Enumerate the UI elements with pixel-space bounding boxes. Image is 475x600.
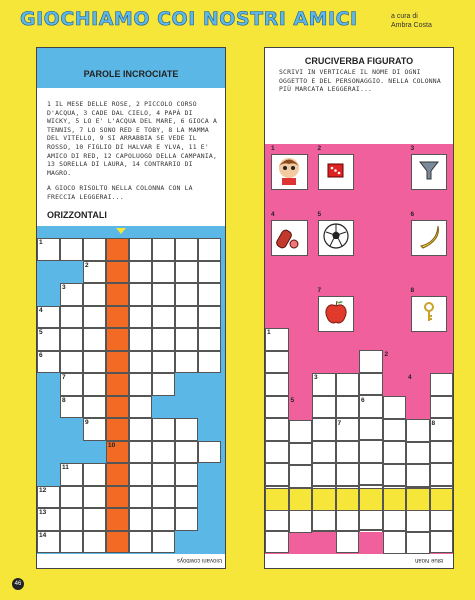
picture-box (271, 154, 308, 190)
crossword-cell[interactable] (359, 463, 383, 486)
crossword-cell[interactable] (175, 283, 198, 306)
picture-number: 6 (410, 211, 415, 218)
picture-number: 4 (271, 211, 275, 218)
crossword-cell[interactable] (336, 441, 360, 464)
picture-crossword-panel (264, 47, 454, 569)
clue-number: 13 (39, 509, 47, 516)
picture-number: 7 (317, 287, 322, 294)
crossword-cell[interactable] (383, 509, 407, 532)
orizzontali-heading: ORIZZONTALI (47, 210, 107, 220)
crossword-cell[interactable] (106, 418, 129, 441)
crossword-cell[interactable] (198, 351, 221, 374)
crossword-cell[interactable] (152, 441, 175, 464)
crossword-cell[interactable] (152, 373, 175, 396)
crossword-cell[interactable] (198, 283, 221, 306)
crossword-cell[interactable] (175, 463, 198, 486)
funnel-icon (417, 158, 441, 187)
grid-number: 8 (431, 420, 436, 427)
crossword-cell[interactable] (175, 486, 198, 509)
crossword-cell[interactable] (406, 419, 430, 442)
hint-text: A GIOCO RISOLTO NELLA COLONNA CON LA FRECCIA LEGGERAI... (47, 184, 193, 201)
crossword-cell[interactable] (152, 261, 175, 284)
picture-box (271, 220, 308, 256)
crossword-cell[interactable] (175, 238, 198, 261)
clue-number: 5 (39, 329, 43, 336)
crossword-cell[interactable] (175, 508, 198, 531)
crossword-cell[interactable] (129, 261, 152, 284)
crossword-cell[interactable] (129, 441, 152, 464)
highlight-cell[interactable] (383, 488, 407, 511)
crossword-cell[interactable] (129, 306, 152, 329)
clue-number: 11 (62, 464, 69, 471)
picture-box (411, 220, 448, 256)
grid-top-band (37, 226, 225, 238)
crossword-cell[interactable] (106, 328, 129, 351)
crossword-cell[interactable] (106, 508, 129, 531)
clue-number: 1 (39, 239, 43, 246)
crossword-cell[interactable] (359, 418, 383, 441)
die-icon (325, 159, 347, 186)
picture-number: 3 (410, 145, 415, 152)
crossword-cell[interactable] (359, 508, 383, 531)
byline-label: a cura di (391, 13, 418, 20)
byline (391, 12, 432, 30)
crossword-cell[interactable] (198, 306, 221, 329)
crossword-cell[interactable] (383, 531, 407, 554)
crossword-cell[interactable] (106, 463, 129, 486)
crossword-cell[interactable] (265, 418, 289, 441)
credit-left: Giovani cowboys (177, 557, 223, 563)
page-title: GIOCHIAMO COI NOSTRI AMICI (20, 8, 358, 30)
crossword-cell[interactable] (265, 396, 289, 419)
grid-number: 4 (408, 374, 412, 381)
crossword-cell[interactable] (406, 532, 430, 555)
clue-number: 10 (108, 441, 116, 449)
highlight-cell[interactable] (265, 488, 289, 511)
crossword-cell[interactable] (129, 418, 152, 441)
clue-number: 14 (39, 531, 47, 539)
crossword-cell[interactable] (83, 238, 106, 261)
crossword-cell[interactable] (152, 508, 175, 531)
crossword-cell[interactable] (430, 396, 454, 419)
crossword-cell[interactable] (129, 373, 152, 396)
page-number: 46 (12, 578, 24, 590)
grid-number: 2 (384, 351, 389, 358)
crossword-cell[interactable] (289, 420, 313, 443)
byline-author: Ambra Costa (391, 22, 432, 29)
crossword-cell[interactable] (383, 464, 407, 487)
crossword-cell[interactable] (359, 440, 383, 463)
crossword-cell[interactable] (60, 486, 83, 509)
crossword-cell[interactable] (60, 238, 83, 261)
picture-box (411, 296, 448, 332)
crossword-cell[interactable] (175, 306, 198, 329)
grid-number: 3 (314, 374, 318, 381)
crossword-cell[interactable] (60, 328, 83, 351)
highlight-cell[interactable] (430, 488, 454, 511)
crossword-cell[interactable] (359, 373, 383, 396)
crossword-cell[interactable] (312, 418, 336, 441)
crossword-cell[interactable] (152, 283, 175, 306)
crossword-cell[interactable] (83, 351, 106, 374)
crossword-cell[interactable] (106, 261, 129, 284)
crossword-cell[interactable] (198, 261, 221, 284)
instructions-text: SCRIVI IN VERTICALE IL NOME DI OGNI OGGETTO E DEL PERSONAGGIO. NELLA COLONNA PIÙ MARCATA LEGGERAI... (279, 68, 441, 94)
highlight-cell[interactable] (359, 488, 383, 511)
crossword-cell[interactable] (430, 373, 454, 396)
clue-number: 8 (62, 396, 66, 404)
crossword-cell[interactable] (152, 463, 175, 486)
grid-number: 6 (361, 397, 365, 404)
crossword-cell[interactable] (83, 283, 106, 306)
crossword-cell[interactable] (406, 464, 430, 487)
crossword-cell[interactable] (289, 443, 313, 466)
crossword-cell[interactable] (336, 463, 360, 486)
crossword-cell[interactable] (60, 306, 83, 329)
crossword-cell[interactable] (106, 283, 129, 306)
crossword-cell[interactable] (289, 510, 313, 533)
crossword-cell[interactable] (265, 373, 289, 396)
picture-number: 8 (410, 287, 415, 294)
crossword-cell[interactable] (198, 238, 221, 261)
crossword-cell[interactable] (175, 351, 198, 374)
highlight-cell[interactable] (336, 488, 360, 511)
crossword-cell[interactable] (383, 419, 407, 442)
crossword-cell[interactable] (129, 486, 152, 509)
picture-box (411, 154, 448, 190)
crossword-cell[interactable] (129, 508, 152, 531)
highlight-cell[interactable] (312, 488, 336, 511)
picture-box (318, 220, 355, 256)
key-icon (418, 301, 440, 328)
crossword-cell[interactable] (175, 328, 198, 351)
crossword-cell[interactable] (83, 508, 106, 531)
crossword-cell[interactable] (152, 531, 175, 554)
crossword-cell[interactable] (359, 350, 383, 373)
clue-number: 2 (85, 261, 89, 269)
crossword-cell[interactable] (175, 261, 198, 284)
crossword-cell[interactable] (106, 396, 129, 419)
crossword-cell[interactable] (289, 465, 313, 488)
crossword-cell[interactable] (198, 441, 221, 464)
crossword-cell[interactable] (336, 508, 360, 531)
crossword-cell[interactable] (129, 283, 152, 306)
crossword-cell[interactable] (312, 396, 336, 419)
crossword-cell[interactable] (106, 306, 129, 329)
crossword-cell[interactable] (265, 463, 289, 486)
crossword-cell[interactable] (83, 306, 106, 329)
crossword-cell[interactable] (129, 463, 152, 486)
picture-number: 5 (317, 211, 322, 218)
crossword-cell[interactable] (129, 396, 152, 419)
grid-gap (359, 532, 383, 554)
clue-number: 7 (62, 374, 66, 381)
crossword-cell[interactable] (430, 531, 454, 554)
apple-icon (322, 298, 350, 331)
grid-gap (312, 532, 336, 554)
crossword-cell[interactable] (129, 238, 152, 261)
crossword-cell[interactable] (265, 508, 289, 531)
crossword-cell[interactable] (106, 486, 129, 509)
crossword-cell[interactable] (106, 373, 129, 396)
crossword-cell[interactable] (406, 509, 430, 532)
picture-number: 1 (271, 145, 275, 152)
crossword-title: PAROLE INCROCIATE (83, 69, 179, 79)
arrow-down-icon (116, 228, 126, 234)
grid-number: 1 (267, 329, 271, 336)
crossword-cell[interactable] (430, 463, 454, 486)
crossword-cell[interactable] (336, 531, 360, 554)
picture-box (318, 296, 355, 332)
crossword-cell[interactable] (336, 373, 360, 396)
credit-right: Blue Noah (415, 557, 444, 563)
crossword-cell[interactable] (60, 531, 83, 554)
crossword-cell[interactable] (83, 463, 106, 486)
crossword-cell[interactable] (60, 508, 83, 531)
title-band (37, 48, 225, 88)
banana-icon (415, 222, 443, 255)
highlight-cell[interactable] (406, 488, 430, 511)
crossword-cell[interactable] (152, 238, 175, 261)
ball-icon (322, 222, 350, 255)
grid-number: 5 (290, 397, 295, 404)
crossword-cell[interactable] (152, 306, 175, 329)
crossword-cell[interactable] (336, 396, 360, 419)
salami-icon (275, 222, 303, 255)
boy-icon (274, 155, 304, 190)
clue-number: 6 (39, 351, 43, 359)
clue-number: 9 (85, 419, 89, 426)
crossword-cell[interactable] (60, 351, 83, 374)
crossword-cell[interactable] (83, 396, 106, 419)
crossword-cell[interactable] (152, 418, 175, 441)
picture-grid (265, 144, 453, 554)
crossword-cell[interactable] (430, 441, 454, 464)
highlight-cell[interactable] (289, 488, 313, 511)
crossword-cell[interactable] (83, 373, 106, 396)
crossword-cell[interactable] (312, 508, 336, 531)
clue-number: 3 (62, 284, 66, 291)
crossword-cell[interactable] (83, 328, 106, 351)
crossword-cell[interactable] (152, 328, 175, 351)
crossword-cell[interactable] (83, 531, 106, 554)
crossword-cell[interactable] (175, 441, 198, 464)
crossword-cell[interactable] (265, 441, 289, 464)
clue-number: 4 (39, 306, 43, 314)
crossword-cell[interactable] (175, 418, 198, 441)
crossword-cell[interactable] (198, 328, 221, 351)
crossword-cell[interactable] (383, 441, 407, 464)
crossword-cell[interactable] (265, 531, 289, 554)
crossword-cell[interactable] (129, 351, 152, 374)
crossword-cell[interactable] (106, 351, 129, 374)
crossword-cell[interactable] (265, 351, 289, 374)
crossword-cell[interactable] (152, 486, 175, 509)
grid-number: 7 (337, 420, 342, 427)
picture-number: 2 (317, 145, 322, 152)
crossword-grid (37, 238, 225, 554)
crossword-cell[interactable] (106, 531, 129, 554)
clue-number: 12 (39, 486, 47, 494)
picture-box (318, 154, 355, 190)
picture-crossword-title: CRUCIVERBA FIGURATO (304, 56, 414, 66)
crossword-cell[interactable] (312, 463, 336, 486)
crossword-cell[interactable] (83, 486, 106, 509)
clues-text: 1 IL MESE DELLE ROSE, 2 PICCOLO CORSO D'ACQUA, 3 CADE DAL CIELO, 4 PAPÀ DI WICKY, 5 LO E' L'ACQUA DEL MARE, 6 GIOCA A TENNIS, 7 LO SONO RED E TOBY, 8 LA MAMMA DEL VITELLO, 9 SI ARRABBIA SE VEDE IL ROSSO, 10 FIGLIO DI HALVAR E YLVA, 11 E' AMICO DI RED, 12 CAPOLUOGO DELLA CAMPANIA, 13 SORELLA DI LAURA, 14 CONTRARIO DI MAGRO. (47, 100, 217, 177)
crossword-cell[interactable] (129, 531, 152, 554)
crossword-cell[interactable] (383, 396, 407, 419)
crossword-cell[interactable] (106, 238, 129, 261)
crossword-cell[interactable] (406, 442, 430, 465)
crossword-cell[interactable] (152, 351, 175, 374)
crossword-panel (36, 47, 226, 569)
crossword-cell[interactable] (129, 328, 152, 351)
crossword-cell[interactable] (430, 508, 454, 531)
crossword-cell[interactable] (312, 441, 336, 464)
